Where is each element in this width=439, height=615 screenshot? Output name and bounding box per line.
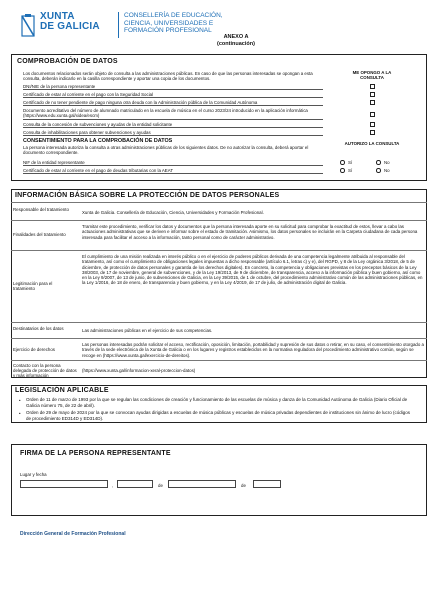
month-input[interactable] — [168, 480, 236, 488]
conselleria-line3: FORMACIÓN PROFESIONAL — [124, 27, 212, 34]
authorize-item-label: Certificado de estar al corriente en el pago de deudas tributarias con la AEAT — [23, 168, 174, 173]
oppose-checkbox-2[interactable] — [370, 92, 375, 97]
pd-label: Finalidades del tratamiento — [13, 232, 66, 237]
authorize-1-no-radio[interactable] — [376, 160, 381, 165]
pd-row-derechos — [11, 338, 427, 360]
year-input[interactable] — [253, 480, 281, 488]
bullet-icon: • — [19, 398, 21, 403]
proteccion-title: INFORMACIÓN BÁSICA SOBRE LA PROTECCIÓN DE DATOS PERSONALES — [15, 192, 280, 199]
pd-row-legitimacion — [11, 250, 427, 322]
pd-text: El cumplimiento de una misión realizada en interés público o en el ejercicio de poderes públicos derivada de una competencia legalmente atribuida al responsable del tratamiento, así como el cumplimiento de obligaciones legales impuestas a dicho responsable (artículo 6.1, letras c) y e), del RGPD, y 8 de la Ley orgánica 3/2018, de 5 de diciembre, de protección de datos personales y garantía de los derechos digitales). En concreto, la competencia y obligaciones previstas en los preceptos básicos de la Ley 38/2003, de 17 de noviembre, general de subvenciones, y de la Ley 19/2013, de 9 de diciembre, de transparencia, acceso a la información pública y buen gobierno, así como en la Ley 9/2007, de 13 de junio, de subvenciones de Galicia, en la Ley 39/2015, de 1 de octubre, del procedimiento administrativo común de las administraciones públicas, en la Ley 1/2016, de 18 de enero, de transparencia y buen gobierno, y en la Ley 4/2019, de 17 de julio, de administración digital de Galicia. — [82, 254, 423, 286]
check-item-label: Consulta de la concesión de subvenciones y ayudas de la entidad solicitante — [23, 122, 173, 127]
check-item-label: Certificado de no tener pendiente de pago ninguna otra deuda con la Administración pública de la Comunidad Autónoma — [23, 100, 258, 105]
place-input[interactable] — [20, 480, 108, 488]
consent-title: CONSENTIMIENTO PARA LA COMPROBACIÓN DE DATOS — [23, 138, 173, 144]
check-item-label: Documento acreditativo del número de alumnado matriculado en la escuela de música en el curso 2023/24 introducido en la aplicación informática (https://www.edu.xunta.gal/xidea/escm) — [23, 108, 308, 118]
check-item-5 — [23, 122, 323, 128]
bullet-icon: • — [19, 411, 21, 416]
pd-text: Las administraciones públicas en el ejercicio de sus competencias. — [82, 328, 213, 333]
pd-row-contacto — [11, 360, 427, 378]
authorize-item-label: NIF de la entidad representante — [23, 160, 85, 165]
pd-label: Legitimación para el tratamiento — [13, 281, 53, 292]
xunta-logo-icon — [20, 14, 36, 38]
oppose-checkbox-1[interactable] — [370, 84, 375, 89]
no-label: No — [384, 168, 390, 173]
consent-text: La persona interesada autoriza la consulta a otras administraciones públicas de los siguientes datos. De no autorizar la consulta, deberá aportar el documento correspondiente. — [23, 145, 309, 155]
check-item-2 — [23, 92, 323, 98]
pd-label: Ejercicio de derechos — [13, 347, 55, 352]
pd-row-finalidades — [11, 220, 427, 250]
authorize-1-si-radio[interactable] — [340, 160, 345, 165]
anexo-subtitle: (continuación) — [217, 41, 255, 47]
check-item-6 — [23, 130, 323, 136]
legislacion-item-1: Orden de 11 de marzo de 1993 por la que se regulan las condiciones de creación y funcionamiento de las escuelas de música y danza de la Comunidad Autónoma de Galicia (Diario Oficial de Galicia número 75, de 22 de abril). — [26, 397, 408, 408]
pd-label: Destinatarios de los datos — [13, 326, 64, 331]
pd-text: Tramitar este procedimiento, verificar los datos y documentos que la persona interesada aporte en su solicitud para comprobar la exactitud de estos, llevar a cabo las actuaciones administrativas que se deriven e informar sobre el estado de tramitación. Asimismo, los datos personales se incluirán en la Carpeta ciudadana de cada persona interesada para facilitar el acceso a la información, tanto personal como de carácter administrativo. — [82, 224, 418, 240]
check-item-4 — [23, 108, 323, 120]
de-label-2: de — [241, 483, 246, 488]
pd-text: Xunta de Galicia. Consellería de Educación, Ciencia, Universidades y Formación Profesional. — [82, 210, 264, 215]
pd-text: Las personas interesadas podrán solicitar el acceso, rectificación, oposición, limitación, portabilidad y supresión de sus datos o retirar, en su caso, el consentimiento otorgado a través de la sede electrónica de la Xunta de Galicia o en los lugares y registros establecidos en la normativa reguladora del procedimiento administrativo común, según se recoge en (https://www.xunta.gal/exercicio-de-dereitos). — [82, 342, 424, 358]
pd-label: Contacto con la persona delegada de protección de datos y más información — [13, 363, 77, 379]
logo-line1: XUNTA — [40, 11, 75, 22]
check-item-1 — [23, 84, 323, 90]
logo-line2: DE GALICIA — [40, 21, 100, 32]
pd-row-destinatarios — [11, 322, 427, 338]
oppose-checkbox-3[interactable] — [370, 100, 375, 105]
footer-direccion: Dirección General de Formación Profesional — [20, 531, 126, 537]
check-item-label: DNI/NIE de la persona representante — [23, 84, 96, 89]
si-label: Sí — [348, 168, 353, 173]
no-label: No — [384, 160, 390, 165]
anexo-heading — [216, 34, 256, 48]
oppose-checkbox-6[interactable] — [370, 130, 375, 135]
pd-link[interactable]: (https://www.xunta.gal/informacion-xeral-proteccion-datos) — [82, 368, 196, 373]
oppose-header: ME OPONGO A LA CONSULTA — [352, 70, 392, 80]
de-label-1: de — [158, 483, 163, 488]
pd-label: Responsable del tratamiento — [13, 207, 69, 212]
authorize-header: AUTORIZO LA CONSULTA — [344, 141, 400, 146]
oppose-checkbox-5[interactable] — [370, 122, 375, 127]
legislacion-title: LEGISLACIÓN APLICABLE — [15, 387, 109, 394]
logo-wordmark — [40, 12, 100, 32]
check-item-label: Certificado de estar al corriente en el pago con la Seguridad Social — [23, 92, 154, 97]
comma-separator: , — [112, 483, 114, 488]
authorize-2-no-radio[interactable] — [376, 168, 381, 173]
authorize-item-1 — [23, 160, 323, 166]
comprobacion-intro: Los documentos relacionados serán objeto de consulta a las administraciones públicas. En caso de que las personas interesadas se opongan a esta consulta, deberán indicarlo en la casilla correspondiente y aportar una copia de los documentos. — [23, 71, 313, 81]
check-item-3 — [23, 100, 323, 106]
authorize-2-si-radio[interactable] — [340, 168, 345, 173]
anexo-title: ANEXO A — [223, 34, 249, 40]
place-label: Lugar y fecha — [20, 472, 47, 477]
logo-divider — [118, 12, 119, 38]
si-label: Sí — [348, 160, 353, 165]
conselleria-name — [124, 12, 223, 35]
day-input[interactable] — [117, 480, 153, 488]
conselleria-line1: CONSELLERÍA DE EDUCACIÓN, — [124, 12, 223, 19]
oppose-checkbox-4[interactable] — [370, 112, 375, 117]
legislacion-item-2: Orden de 29 de mayo de 2024 por la que se convocan ayudas dirigidas a escuelas de música públicas y escuelas de música privadas dependientes de instituciones sin ánimo de lucro (códigos de procedimiento ED314D y ED314D). — [26, 410, 410, 421]
pd-row-responsable — [11, 202, 427, 220]
firma-title: FIRMA DE LA PERSONA REPRESENTANTE — [20, 450, 171, 457]
conselleria-line2: CIENCIA, UNIVERSIDADES E — [124, 19, 214, 27]
comprobacion-title: COMPROBACIÓN DE DATOS — [17, 58, 118, 65]
check-item-label: Consulta de inhabilitaciones para obtener subvenciones y ayudas — [23, 130, 151, 135]
authorize-item-2 — [23, 168, 323, 174]
